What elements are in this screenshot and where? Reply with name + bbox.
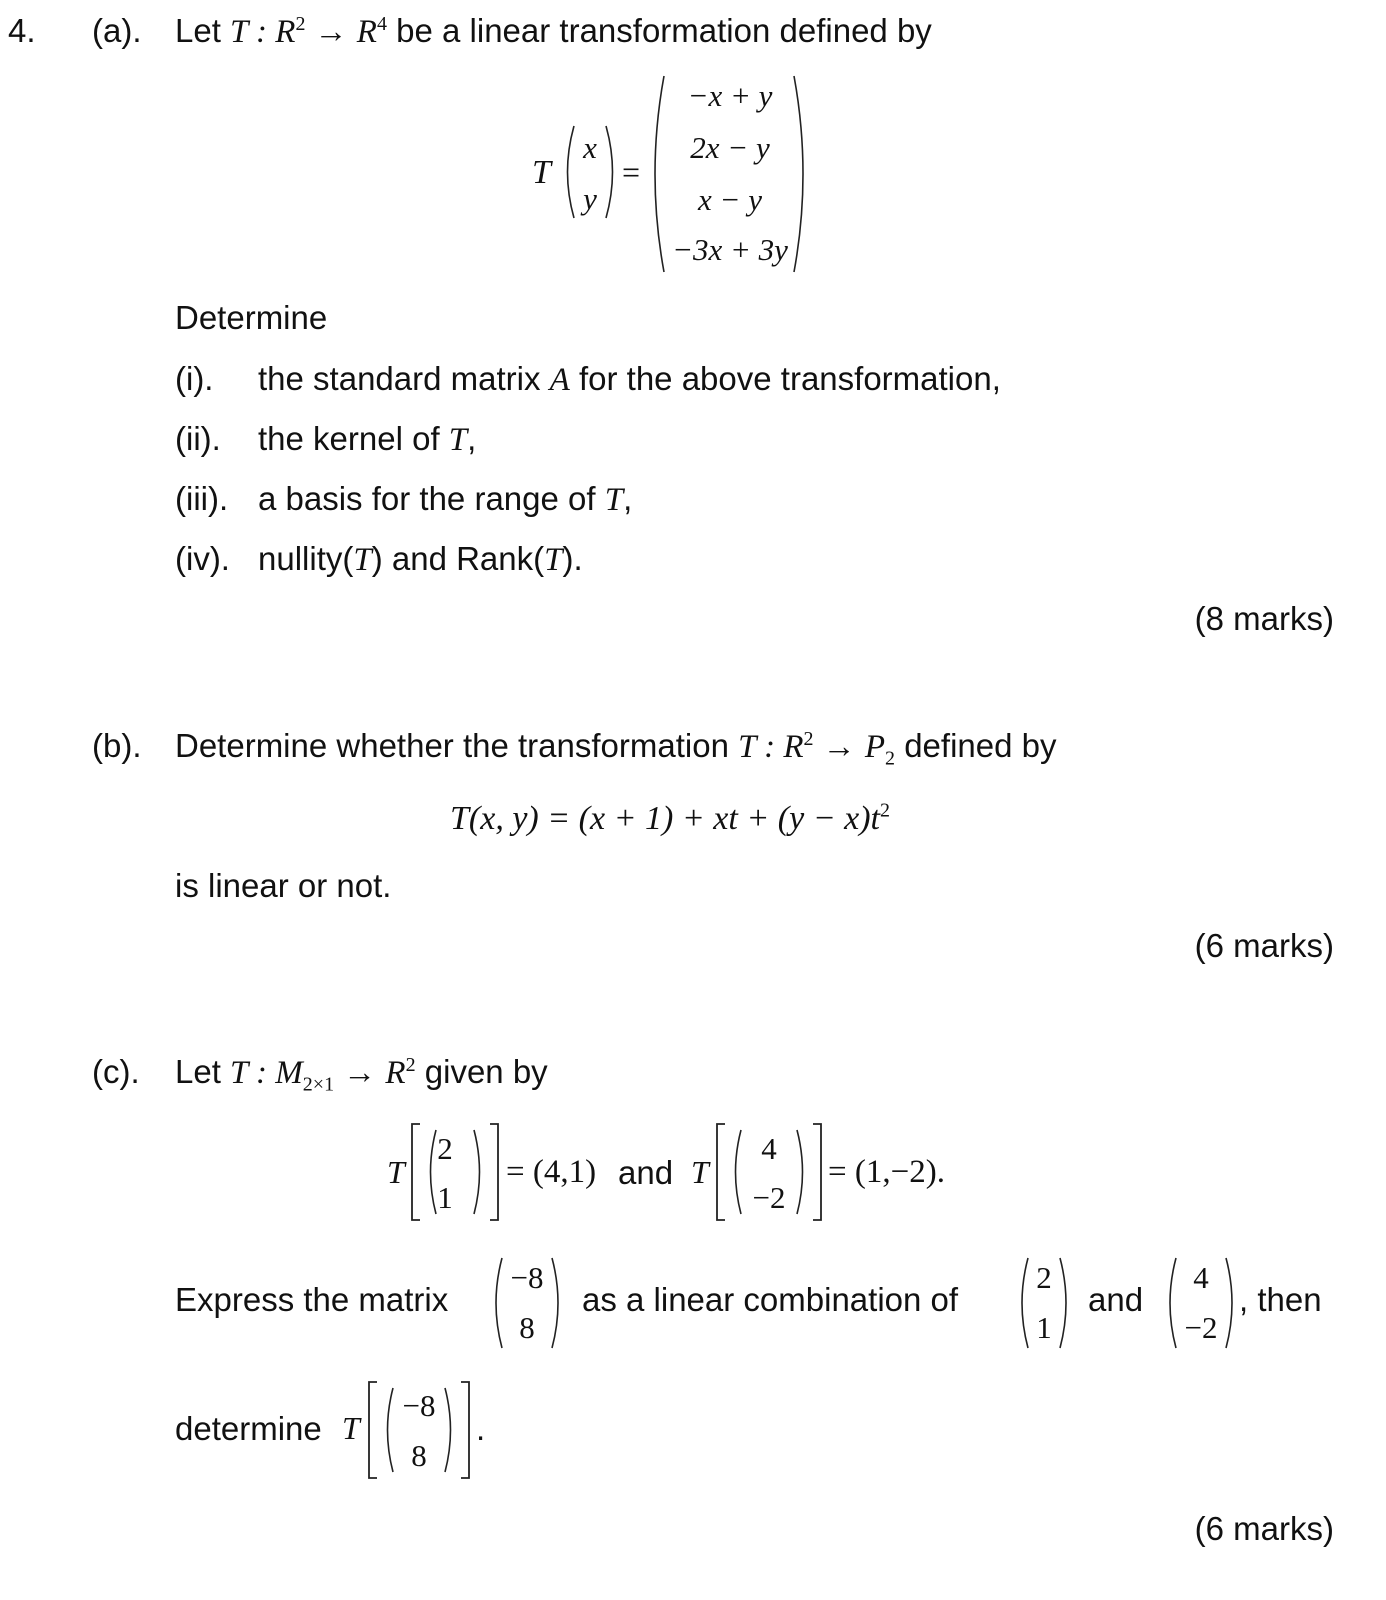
c-vector-2-bottom: −2 <box>752 1180 786 1215</box>
output-row-2: 2x − y <box>690 130 770 165</box>
part-b-tail: is linear or not. <box>175 867 392 904</box>
c-express-post: , then <box>1239 1281 1322 1318</box>
c-result-1: = (4,1) <box>506 1154 597 1190</box>
part-a-label: (a). <box>92 12 142 49</box>
item-iii-text: a basis for the range of T, <box>258 480 633 518</box>
item-i-text: the standard matrix A for the above transformation, <box>258 360 1001 398</box>
part-b-label: (b). <box>92 727 142 764</box>
c-basis-1-top: 2 <box>1036 1260 1052 1295</box>
question-number: 4. <box>8 12 36 49</box>
c-basis-1-bottom: 1 <box>1036 1310 1052 1345</box>
part-b-intro: Determine whether the transformation T : $R^2 \to P_2$ defined by <box>175 727 1057 770</box>
map-expr: T : R <box>230 14 296 50</box>
c-target-2-bottom: 8 <box>411 1438 427 1473</box>
input-y: y <box>583 181 597 216</box>
part-c-marks: (6 marks) <box>1194 1510 1334 1547</box>
item-ii-text: the kernel of T, <box>258 420 477 458</box>
input-x: x <box>583 130 597 165</box>
c-func-2: T <box>691 1154 709 1190</box>
item-iii-num: (iii). <box>175 480 229 517</box>
c-func-1: T <box>387 1154 405 1190</box>
part-b-formula: T(x, y) = (x + 1) + xt + $(y - x)t^2$ <box>450 799 890 837</box>
part-a-marks: (8 marks) <box>1194 600 1334 637</box>
part-c-label: (c). <box>92 1053 140 1090</box>
c-basis-2-top: 4 <box>1193 1260 1209 1295</box>
c-vector-1-bottom: 1 <box>437 1180 453 1215</box>
item-ii-num: (ii). <box>175 420 221 457</box>
item-iv-text: nullity(T) and Rank(T). <box>258 540 583 578</box>
c-result-2: = (1,−2). <box>828 1154 945 1190</box>
c-determine: determine <box>175 1410 322 1447</box>
part-c-intro: Let T : $M_{2\times 1} \to R^2$ given by <box>175 1053 548 1096</box>
equals-sign: = <box>622 154 641 190</box>
c-basis-2-bottom: −2 <box>1184 1310 1218 1345</box>
output-row-4: −3x + 3y <box>672 232 788 267</box>
c-target-bottom: 8 <box>519 1310 535 1345</box>
determine-heading: Determine <box>175 299 328 336</box>
part-a-intro: Let T : $R^2 \to R^4$ be a linear transformation defined by <box>175 12 932 50</box>
c-target-2-top: −8 <box>402 1388 436 1423</box>
c-and-2: and <box>1088 1281 1144 1318</box>
part-b-marks: (6 marks) <box>1194 927 1334 964</box>
c-express-mid: as a linear combination of <box>582 1281 959 1318</box>
c-vector-2-top: 4 <box>761 1131 777 1166</box>
c-vector-1-top: 2 <box>437 1131 453 1166</box>
lhs-func: T <box>532 154 551 191</box>
item-i-num: (i). <box>175 360 214 397</box>
c-and-1: and <box>618 1154 674 1191</box>
item-iv-num: (iv). <box>175 540 230 577</box>
c-target-top: −8 <box>510 1260 544 1295</box>
c-end-dot: . <box>476 1410 486 1447</box>
output-row-3: x − y <box>698 182 762 217</box>
output-row-1: −x + y <box>687 78 773 113</box>
c-express-pre: Express the matrix <box>175 1281 449 1318</box>
c-func-3: T <box>342 1410 360 1446</box>
